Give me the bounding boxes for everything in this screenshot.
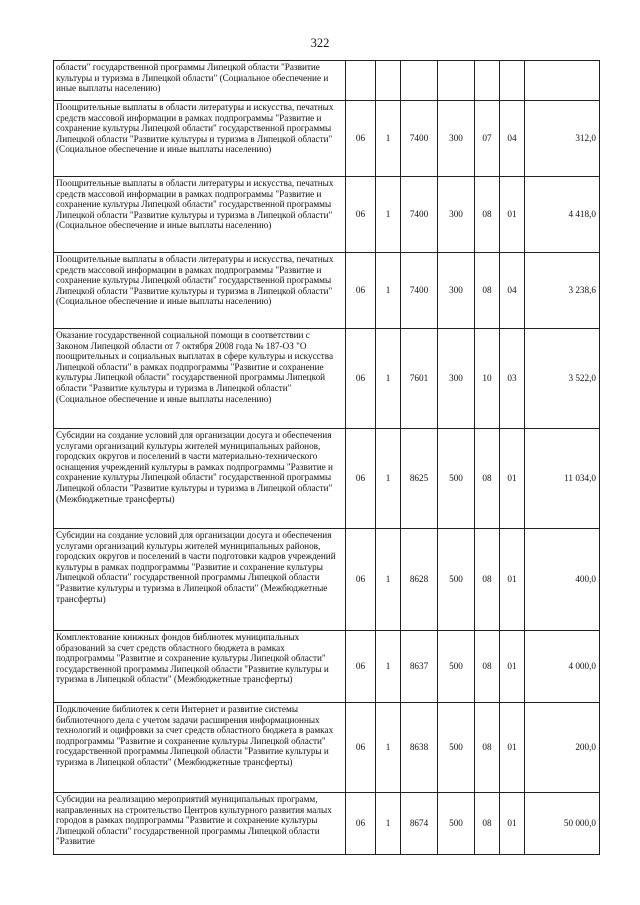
table-row xyxy=(54,177,600,253)
cell-program: 06 xyxy=(346,101,376,177)
page-number: 322 xyxy=(310,36,330,50)
cell-expense-type: 300 xyxy=(438,253,475,329)
cell-section: 07 xyxy=(475,101,500,177)
cell-target-item: 8674 xyxy=(401,793,438,855)
cell-section: 08 xyxy=(475,793,500,855)
budget-table xyxy=(53,60,600,855)
cell-target-item: 8625 xyxy=(401,429,438,529)
cell-subsection: 01 xyxy=(500,429,525,529)
cell-amount: 4 418,0 xyxy=(525,177,600,253)
cell-target-item: 7400 xyxy=(401,101,438,177)
cell-expense-type: 500 xyxy=(438,529,475,631)
cell-amount: 200,0 xyxy=(525,703,600,793)
cell-amount: 11 034,0 xyxy=(525,429,600,529)
cell-section: 08 xyxy=(475,429,500,529)
cell-subprogram: 1 xyxy=(376,703,401,793)
cell-expense-type: 300 xyxy=(438,101,475,177)
row-description: Поощрительные выплаты в области литературы и искусства, печатных средств массовой информации в рамках подпрограммы "Развитие и сохранение культуры Липецкой области" государственной программы Липецкой области "Развитие культуры и туризма в Липецкой области" (Социальное обеспечение и иные выплаты населению) xyxy=(54,177,346,253)
cell-expense-type: 500 xyxy=(438,429,475,529)
table-row xyxy=(54,329,600,429)
cell-expense-type: 300 xyxy=(438,177,475,253)
cell-target-item: 8628 xyxy=(401,529,438,631)
cell-section: 08 xyxy=(475,703,500,793)
cell-program: 06 xyxy=(346,703,376,793)
table-row xyxy=(54,253,600,329)
cell-subsection: 01 xyxy=(500,177,525,253)
cell-expense-type: 300 xyxy=(438,329,475,429)
cell-amount: 3 238,6 xyxy=(525,253,600,329)
cell-program: 06 xyxy=(346,253,376,329)
cell-amount: 400,0 xyxy=(525,529,600,631)
cell-section: 08 xyxy=(475,253,500,329)
cell-program: 06 xyxy=(346,793,376,855)
cell-subprogram: 1 xyxy=(376,177,401,253)
cell-program: 06 xyxy=(346,329,376,429)
cell-target-item: 7601 xyxy=(401,329,438,429)
cell-amount: 3 522,0 xyxy=(525,329,600,429)
cell-section: 08 xyxy=(475,529,500,631)
cell-expense-type xyxy=(438,61,475,101)
table-row xyxy=(54,703,600,793)
cell-program: 06 xyxy=(346,529,376,631)
cell-subprogram: 1 xyxy=(376,329,401,429)
cell-subsection: 03 xyxy=(500,329,525,429)
cell-subprogram: 1 xyxy=(376,101,401,177)
cell-expense-type: 500 xyxy=(438,631,475,703)
cell-subprogram: 1 xyxy=(376,793,401,855)
row-description: Субсидии на создание условий для организации досуга и обеспечения услугами организаций культуры жителей муниципальных районов, городских округов и поселений в части подготовки кадров учреждений культуры в рамках подпрограммы "Развитие и сохранение культуры Липецкой области" государственной программы Липецкой области "Развитие культуры и туризма в Липецкой области" (Межбюджетные трансферты) xyxy=(54,529,346,631)
cell-subsection: 04 xyxy=(500,253,525,329)
cell-amount: 312,0 xyxy=(525,101,600,177)
table-row xyxy=(54,61,600,101)
cell-subprogram xyxy=(376,61,401,101)
cell-subsection xyxy=(500,61,525,101)
row-description: Поощрительные выплаты в области литературы и искусства, печатных средств массовой информации в рамках подпрограммы "Развитие и сохранение культуры Липецкой области" государственной программы Липецкой области "Развитие культуры и туризма в Липецкой области" (Социальное обеспечение и иные выплаты населению) xyxy=(54,101,346,177)
cell-subprogram: 1 xyxy=(376,253,401,329)
row-description: Субсидии на создание условий для организации досуга и обеспечения услугами организаций культуры жителей муниципальных районов, городских округов и поселений в части материально-технического оснащения учреждений культуры в рамках подпрограммы "Развитие и сохранение культуры Липецкой области" государственной программы Липецкой области "Развитие культуры и туризма в Липецкой области" (Межбюджетные трансферты) xyxy=(54,429,346,529)
row-description: Подключение библиотек к сети Интернет и развитие системы библиотечного дела с учетом задачи расширения информационных технологий и оцифровки за счет средств областного бюджета в рамках подпрограммы "Развитие и сохранение культуры Липецкой области" государственной программы Липецкой области "Развитие культуры и туризма в Липецкой области" (Межбюджетные трансферты) xyxy=(54,703,346,793)
cell-subsection: 01 xyxy=(500,793,525,855)
cell-amount xyxy=(525,61,600,101)
cell-target-item: 8637 xyxy=(401,631,438,703)
cell-subsection: 01 xyxy=(500,631,525,703)
row-description: Субсидии на реализацию мероприятий муниципальных программ, направленных на строительство Центров культурного развития малых городов в рамках подпрограммы "Развитие и сохранение культуры Липецкой области" государственной программы Липецкой области "Развитие xyxy=(54,793,346,855)
table-row xyxy=(54,529,600,631)
cell-subsection: 01 xyxy=(500,703,525,793)
cell-section: 08 xyxy=(475,631,500,703)
table-row xyxy=(54,429,600,529)
cell-expense-type: 500 xyxy=(438,793,475,855)
row-description: Поощрительные выплаты в области литературы и искусства, печатных средств массовой информации в рамках подпрограммы "Развитие и сохранение культуры Липецкой области" государственной программы Липецкой области "Развитие культуры и туризма в Липецкой области" (Социальное обеспечение и иные выплаты населению) xyxy=(54,253,346,329)
cell-section xyxy=(475,61,500,101)
cell-program xyxy=(346,61,376,101)
cell-program: 06 xyxy=(346,631,376,703)
cell-target-item: 7400 xyxy=(401,253,438,329)
cell-amount: 4 000,0 xyxy=(525,631,600,703)
table-row xyxy=(54,793,600,855)
cell-target-item xyxy=(401,61,438,101)
cell-program: 06 xyxy=(346,429,376,529)
cell-target-item: 8638 xyxy=(401,703,438,793)
cell-section: 10 xyxy=(475,329,500,429)
cell-subprogram: 1 xyxy=(376,631,401,703)
cell-subsection: 04 xyxy=(500,101,525,177)
cell-expense-type: 500 xyxy=(438,703,475,793)
cell-target-item: 7400 xyxy=(401,177,438,253)
row-description: Комплектование книжных фондов библиотек муниципальных образований за счет средств областного бюджета в рамках подпрограммы "Развитие и сохранение культуры Липецкой области" государственной программы Липецкой области "Развитие культуры и туризма в Липецкой области" (Межбюджетные трансферты) xyxy=(54,631,346,703)
table-row xyxy=(54,631,600,703)
cell-subprogram: 1 xyxy=(376,529,401,631)
row-description: области" государственной программы Липецкой области "Развитие культуры и туризма в Липецкой области" (Социальное обеспечение и иные выплаты населению) xyxy=(54,61,346,101)
cell-subprogram: 1 xyxy=(376,429,401,529)
row-description: Оказание государственной социальной помощи в соответствии с Законом Липецкой области от 7 октября 2008 года № 187-ОЗ "О поощрительных и социальных выплатах в сфере культуры и искусства Липецкой области" в рамках подпрограммы "Развитие и сохранение культуры Липецкой области" государственной программы Липецкой области "Развитие культуры и туризма в Липецкой области" (Социальное обеспечение и иные выплаты населению) xyxy=(54,329,346,429)
cell-subsection: 01 xyxy=(500,529,525,631)
cell-amount: 50 000,0 xyxy=(525,793,600,855)
cell-section: 08 xyxy=(475,177,500,253)
cell-program: 06 xyxy=(346,177,376,253)
table-row xyxy=(54,101,600,177)
